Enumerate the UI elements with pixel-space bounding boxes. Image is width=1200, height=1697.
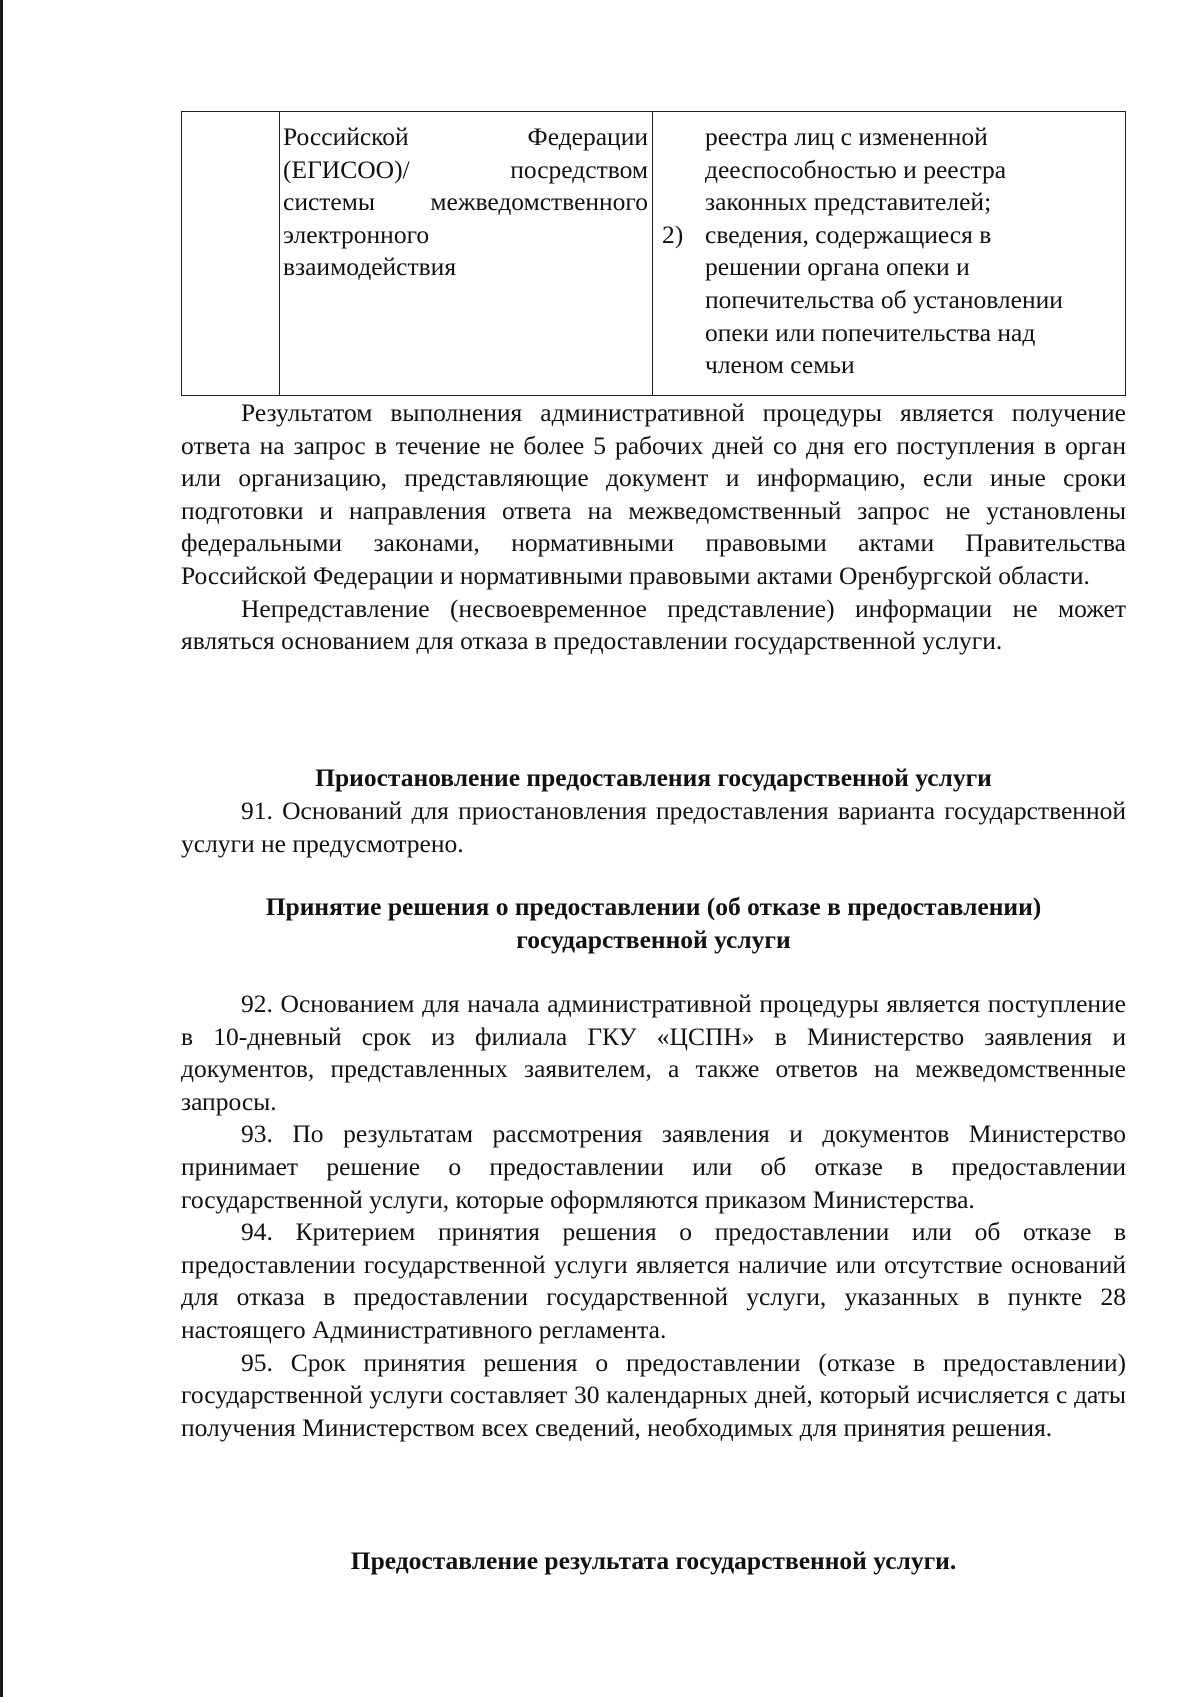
table-cell-line: (ЕГИСОО)/ посредством [283,154,648,184]
table-column-divider [279,112,280,395]
heading-result: Предоставление результата государственной услуги. [350,1546,957,1575]
paragraph-92: 92. Основанием для начала административной процедуры является поступление в 10-дневный срок из филиала ГКУ «ЦСПН» в Министерство заявления и документов, представленных заявителем, а также ответов на межведомственные запросы. [181,989,1126,1116]
table-cell-line: опеки или попечительства над [705,317,1036,347]
heading-decision-line: государственной услуги [516,924,791,954]
paragraph-95: 95. Срок принятия решения о предоставлении (отказе в предоставлении) государственной услуги составляет 30 календарных дней, который исчисляется с даты получения Министерством всех сведений, необходимых для принятия решения. [181,1347,1126,1442]
heading-decision-line: Принятие решения о предоставлении (об отказе в предоставлении) [265,892,1042,921]
paragraph-nonprovision: Непредставление (несвоевременное представление) информации не может являться основанием для отказа в предоставлении государственной услуги. [181,593,1126,656]
table-column-divider [652,112,653,395]
paragraph-94: 94. Критерием принятия решения о предоставлении или об отказе в предоставлении государственной услуги является наличие или отсутствие оснований для отказа в предоставлении государственной услуги, указанных в пункте 28 настоящего Административного регламента. [181,1217,1126,1344]
table-cell-line: решении органа опеки и [705,252,970,282]
table-cell-line: электронного [283,219,430,249]
suspension-section [181,795,1126,860]
scan-edge [0,0,3,1697]
table-cell-line: дееспособностью и реестра [705,154,1007,184]
paragraph-93: 93. По результатам рассмотрения заявления и документов Министерство принимает решение о предоставлении или об отказе в предоставлении государственной услуги, которые оформляются приказом Министерства. [181,1119,1126,1214]
list-number: 2) [662,219,684,249]
table-cell-line: законных представителей; [705,187,992,217]
table-cell-line: взаимодействия [283,252,457,282]
heading-decision [181,891,1126,956]
decision-section [181,988,1126,1444]
table-cell-information [662,121,1122,382]
paragraph-91: 91. Оснований для приостановления предоставления варианта государственной услуги не предусмотрено. [181,796,1126,858]
heading-suspension: Приостановление предоставления государственной услуги [315,763,992,792]
table-cell-line: сведения, содержащиеся в [705,219,992,249]
table-cell-line: системы межведомственного [283,187,648,217]
table-cell-line: Российской Федерации [283,122,648,151]
table-cell-source [283,121,648,284]
result-section [181,397,1126,658]
table-continuation [181,111,1126,396]
table-cell-line: попечительства об установлении [705,284,1063,314]
table-cell-line: реестра лиц с измененной [705,122,988,151]
table-cell-line: членом семьи [705,350,855,380]
paragraph-result: Результатом выполнения административной процедуры является получение ответа на запрос в течение не более 5 рабочих дней со дня его поступления в орган или организацию, представляющие документ и информацию, если иные сроки подготовки и направления ответа на межведомственный запрос не установлены федеральными законами, нормативными правовыми актами Правительства Российской Федерации и нормативными правовыми актами Оренбургской области. [181,398,1126,590]
